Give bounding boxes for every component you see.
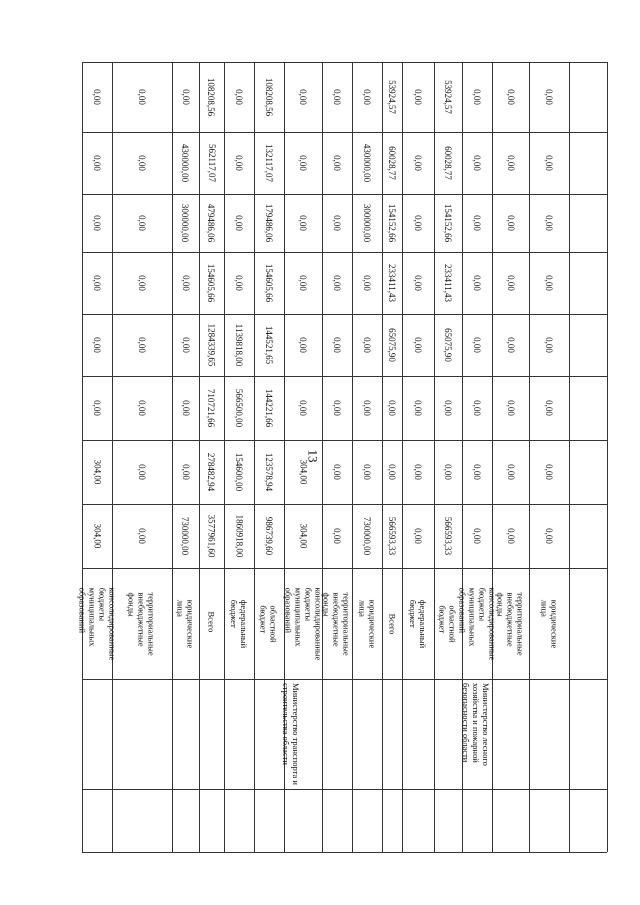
value-cell-text: 0,00 [234,275,244,291]
value-cell-text: 0,00 [298,400,308,416]
funding-source-cell-text: юридические лица [175,599,196,648]
value-cell-text: 154605,66 [206,263,217,303]
value-cell-text: 0,00 [234,215,244,231]
value-cell-text: 0,00 [180,400,191,416]
value-cell [402,62,434,132]
value-cell-text: 0,00 [505,400,516,416]
value-cell-text: 0,00 [332,400,342,416]
value-cell-text: 0,00 [387,400,397,416]
value-cell [402,252,434,314]
value-cell [492,252,529,314]
value-cell [434,440,462,504]
responsible-executor-cell-text: Министерство транспорта и строительства области [280,683,301,785]
value-cell-text: 304,00 [92,523,102,549]
value-cell [254,132,284,194]
value-cell [382,440,402,504]
value-cell-text: 0,00 [332,89,342,105]
value-cell-text: 0,00 [298,89,308,105]
value-cell [172,62,199,132]
value-cell [434,252,462,314]
responsible-executor-cell [382,679,569,789]
value-cell-text: 0,00 [362,464,372,480]
value-cell-text: 0,00 [413,337,423,353]
funding-source-cell [254,568,284,679]
value-cell [529,62,569,132]
value-cell [82,314,112,376]
value-cell [462,194,492,252]
funding-source-cell [284,568,322,679]
value-cell [492,504,529,568]
value-cell-text: 0,00 [413,464,423,480]
value-cell-text: 0,00 [332,155,342,171]
value-cell-text: 0,00 [137,275,147,291]
value-cell-text: 0,00 [332,528,342,544]
value-cell-text: 0,00 [298,215,308,231]
funding-source-cell-text: Всего [387,613,397,634]
value-cell [462,376,492,440]
value-cell [382,194,402,252]
value-cell [82,252,112,314]
funding-source-cell [402,568,434,679]
budget-table [77,62,607,852]
value-cell-text: 0,00 [234,155,244,171]
funding-source-cell-text: территориальные внебюджетные фонды [322,591,352,656]
funding-source-cell [492,568,529,679]
value-cell [322,376,352,440]
page-number: 13 [305,449,321,463]
value-cell [172,376,199,440]
value-cell-text: 123578,94 [264,452,274,492]
value-cell-text: 0,00 [180,89,191,105]
value-cell [172,194,199,252]
table-grid-line [607,62,608,852]
value-cell-text: 0,00 [544,528,554,544]
funding-source-cell [224,568,254,679]
funding-source-cell-text: консолидированные бюджеты муниципальных образований [457,587,498,660]
value-cell [462,252,492,314]
funding-source-cell [199,568,224,679]
value-cell [199,376,224,440]
value-cell [112,440,172,504]
value-cell [322,440,352,504]
value-cell [112,252,172,314]
value-cell [224,314,254,376]
value-cell [352,314,382,376]
value-cell [199,194,224,252]
value-cell [112,376,172,440]
value-cell-text: 1860918,00 [234,514,244,558]
value-cell-text: 278482,94 [206,452,217,492]
value-cell [82,376,112,440]
value-cell-text: 0,00 [180,337,191,353]
value-cell-text: 0,00 [413,155,423,171]
table-grid-line [82,789,607,790]
funding-source-cell [529,568,569,679]
value-cell-text: 0,00 [137,400,147,416]
funding-source-cell [172,568,199,679]
value-cell-text: 0,00 [387,464,397,480]
value-cell [382,376,402,440]
funding-source-cell-text: федеральный бюджет [229,599,250,648]
value-cell-text: 0,00 [137,464,147,480]
value-cell-text: 53924,57 [443,80,453,114]
value-cell [382,252,402,314]
value-cell [254,194,284,252]
value-cell-text: 0,00 [137,528,147,544]
value-cell-text: 233411,43 [387,264,398,302]
funding-source-cell [352,568,382,679]
value-cell [82,132,112,194]
value-cell-text: 65075,90 [443,328,453,362]
value-cell-text: 0,00 [544,89,554,105]
value-cell [284,504,322,568]
value-cell [434,314,462,376]
value-cell [382,62,402,132]
funding-source-cell [112,568,172,679]
value-cell-text: 562117,07 [206,144,217,182]
value-cell-text: 154600,00 [234,452,244,492]
value-cell-text: 0,00 [443,464,453,480]
value-cell [224,132,254,194]
value-cell-text: 0,00 [332,464,342,480]
value-cell-text: 0,00 [505,215,516,231]
value-cell [254,252,284,314]
value-cell [462,314,492,376]
value-cell [284,62,322,132]
value-cell-text: 0,00 [92,400,102,416]
value-cell [199,252,224,314]
value-cell [82,62,112,132]
value-cell [322,314,352,376]
value-cell [199,504,224,568]
value-cell [172,504,199,568]
value-cell [172,440,199,504]
value-cell-text: 0,00 [472,528,482,544]
value-cell-text: 0,00 [472,89,482,105]
value-cell [199,132,224,194]
value-cell-text: 0,00 [92,337,102,353]
value-cell [199,440,224,504]
value-cell-text: 0,00 [443,400,453,416]
value-cell-text: 304,00 [298,459,308,485]
value-cell [224,440,254,504]
value-cell-text: 0,00 [472,275,482,291]
value-cell-text: 0,00 [362,337,372,353]
value-cell [254,62,284,132]
value-cell [529,314,569,376]
value-cell [254,376,284,440]
value-cell [382,132,402,194]
value-cell [284,376,322,440]
value-cell-text: 430000,00 [362,143,372,183]
value-cell [402,376,434,440]
value-cell [402,504,434,568]
value-cell [529,376,569,440]
value-cell-text: 65075,90 [387,328,397,362]
value-cell [402,132,434,194]
value-cell-text: 60028,77 [387,146,397,180]
value-cell-text: 566593,33 [443,516,453,556]
value-cell [434,504,462,568]
value-cell-text: 0,00 [332,215,342,231]
value-cell-text: 710721,66 [206,388,217,428]
responsible-executor-cell [199,679,382,789]
value-cell [529,504,569,568]
value-cell [492,132,529,194]
value-cell-text: 566500,00 [234,388,244,428]
value-cell [434,376,462,440]
value-cell-text: 0,00 [544,155,554,171]
value-cell-text: 0,00 [137,155,147,171]
value-cell [352,132,382,194]
funding-source-cell [322,568,352,679]
value-cell-text: 108208,56 [206,77,217,117]
value-cell [284,132,322,194]
funding-source-cell-text: консолидированные бюджеты муниципальных образований [283,587,324,660]
value-cell-text: 479486,06 [206,203,217,243]
value-cell-text: 0,00 [505,155,516,171]
table-grid-line [569,62,570,852]
value-cell [462,132,492,194]
value-cell-text: 3577961,60 [206,514,217,558]
value-cell-text: 0,00 [413,275,423,291]
funding-source-cell-text: консолидированные бюджеты муниципальных образований [77,587,118,660]
value-cell-text: 179486,06 [264,203,274,243]
value-cell [112,132,172,194]
value-cell-text: 0,00 [544,464,554,480]
value-cell-text: 0,00 [137,89,147,105]
value-cell-text: 0,00 [413,89,423,105]
value-cell [322,504,352,568]
value-cell-text: 300000,00 [362,203,372,243]
value-cell [492,376,529,440]
value-cell [224,62,254,132]
value-cell-text: 0,00 [544,275,554,291]
value-cell-text: 430000,00 [180,143,191,183]
value-cell-text: 144221,66 [264,388,274,428]
value-cell-text: 0,00 [544,337,554,353]
value-cell [322,132,352,194]
value-cell-text: 0,00 [505,337,516,353]
value-cell [352,376,382,440]
value-cell-text: 144521,65 [264,325,274,365]
value-cell [224,376,254,440]
value-cell-text: 0,00 [505,464,516,480]
value-cell [322,62,352,132]
value-cell-text: 566593,33 [387,516,397,556]
responsible-executor-cell [82,679,199,789]
value-cell [284,252,322,314]
value-cell-text: 0,00 [298,337,308,353]
value-cell [112,194,172,252]
value-cell [402,194,434,252]
value-cell-text: 0,00 [505,89,516,105]
value-cell [352,504,382,568]
value-cell-text: 0,00 [413,528,423,544]
value-cell-text: 0,00 [332,275,342,291]
value-cell [199,62,224,132]
funding-source-cell [382,568,402,679]
responsible-executor-cell-text: Министерство лесного хозяйства и пожарной безопасности области [460,683,491,766]
value-cell-text: 154605,66 [264,263,274,303]
table-grid-line [82,852,607,853]
value-cell-text: 0,00 [362,89,372,105]
value-cell-text: 0,00 [472,464,482,480]
value-cell-text: 0,00 [180,464,191,480]
value-cell [224,252,254,314]
value-cell-text: 0,00 [413,400,423,416]
value-cell-text: 0,00 [92,155,102,171]
value-cell [254,504,284,568]
value-cell [172,252,199,314]
value-cell [434,132,462,194]
value-cell [82,440,112,504]
value-cell [284,194,322,252]
value-cell-text: 1139818,00 [234,323,245,367]
value-cell-text: 233411,43 [443,264,454,302]
value-cell [254,314,284,376]
value-cell-text: 304,00 [92,459,102,485]
funding-source-cell [457,568,498,679]
value-cell-text: 0,00 [362,275,372,291]
value-cell-text: 730000,00 [362,516,372,556]
value-cell [492,194,529,252]
value-cell-text: 0,00 [92,275,102,291]
value-cell [172,132,199,194]
value-cell-text: 300000,00 [180,203,191,243]
value-cell [462,504,492,568]
value-cell [462,62,492,132]
value-cell-text: 0,00 [544,215,554,231]
funding-source-cell-text: юридические лица [357,599,378,648]
value-cell-text: 108208,56 [264,77,274,117]
value-cell [382,314,402,376]
value-cell-text: 0,00 [92,215,102,231]
value-cell [224,194,254,252]
value-cell-text: 0,00 [180,275,191,291]
value-cell-text: 1284339,65 [206,323,217,367]
value-cell [254,440,284,504]
value-cell-text: 0,00 [137,337,147,353]
funding-source-cell-text: областной бюджет [438,604,458,643]
value-cell [112,504,172,568]
value-cell-text: 154152,66 [443,203,453,243]
value-cell [352,440,382,504]
value-cell [529,194,569,252]
value-cell-text: 53924,57 [387,80,397,114]
value-cell [402,440,434,504]
value-cell [112,62,172,132]
value-cell [352,252,382,314]
value-cell-text: 0,00 [234,89,244,105]
value-cell-text: 0,00 [362,400,372,416]
value-cell [112,314,172,376]
funding-source-cell-text: областной бюджет [259,604,279,643]
value-cell [492,62,529,132]
value-cell-text: 0,00 [544,400,554,416]
funding-source-cell-text: юридические лица [539,599,560,648]
funding-source-cell-text: территориальные внебюджетные фонды [127,591,157,656]
value-cell-text: 730000,00 [180,516,191,556]
value-cell [284,314,322,376]
funding-source-cell-text: территориальные внебюджетные фонды [495,591,526,656]
value-cell [322,252,352,314]
value-cell [352,194,382,252]
value-cell-text: 0,00 [332,337,342,353]
value-cell [172,314,199,376]
value-cell [322,194,352,252]
funding-source-cell-text: Всего [206,611,217,632]
value-cell [382,504,402,568]
value-cell [529,132,569,194]
value-cell-text: 0,00 [472,215,482,231]
value-cell [224,504,254,568]
value-cell [492,440,529,504]
value-cell [434,62,462,132]
value-cell-text: 0,00 [298,155,308,171]
value-cell [529,440,569,504]
value-cell-text: 304,00 [298,523,308,549]
value-cell-text: 0,00 [298,275,308,291]
value-cell [82,194,112,252]
value-cell-text: 154152,66 [387,203,397,243]
value-cell-text: 60028,77 [443,146,453,180]
value-cell-text: 986739,60 [264,516,274,556]
value-cell [82,504,112,568]
value-cell-text: 0,00 [505,275,516,291]
value-cell [199,314,224,376]
value-cell-text: 132117,07 [264,144,275,182]
value-cell-text: 0,00 [413,215,423,231]
value-cell-text: 0,00 [472,155,482,171]
funding-source-cell-text: федеральный бюджет [408,599,429,648]
value-cell [402,314,434,376]
value-cell-text: 0,00 [505,528,516,544]
value-cell [352,62,382,132]
value-cell [284,440,322,504]
value-cell [529,252,569,314]
value-cell [434,194,462,252]
value-cell [462,440,492,504]
value-cell-text: 0,00 [92,89,102,105]
value-cell-text: 0,00 [137,215,147,231]
value-cell-text: 0,00 [472,337,482,353]
value-cell [492,314,529,376]
funding-source-cell [77,568,118,679]
value-cell-text: 0,00 [472,400,482,416]
